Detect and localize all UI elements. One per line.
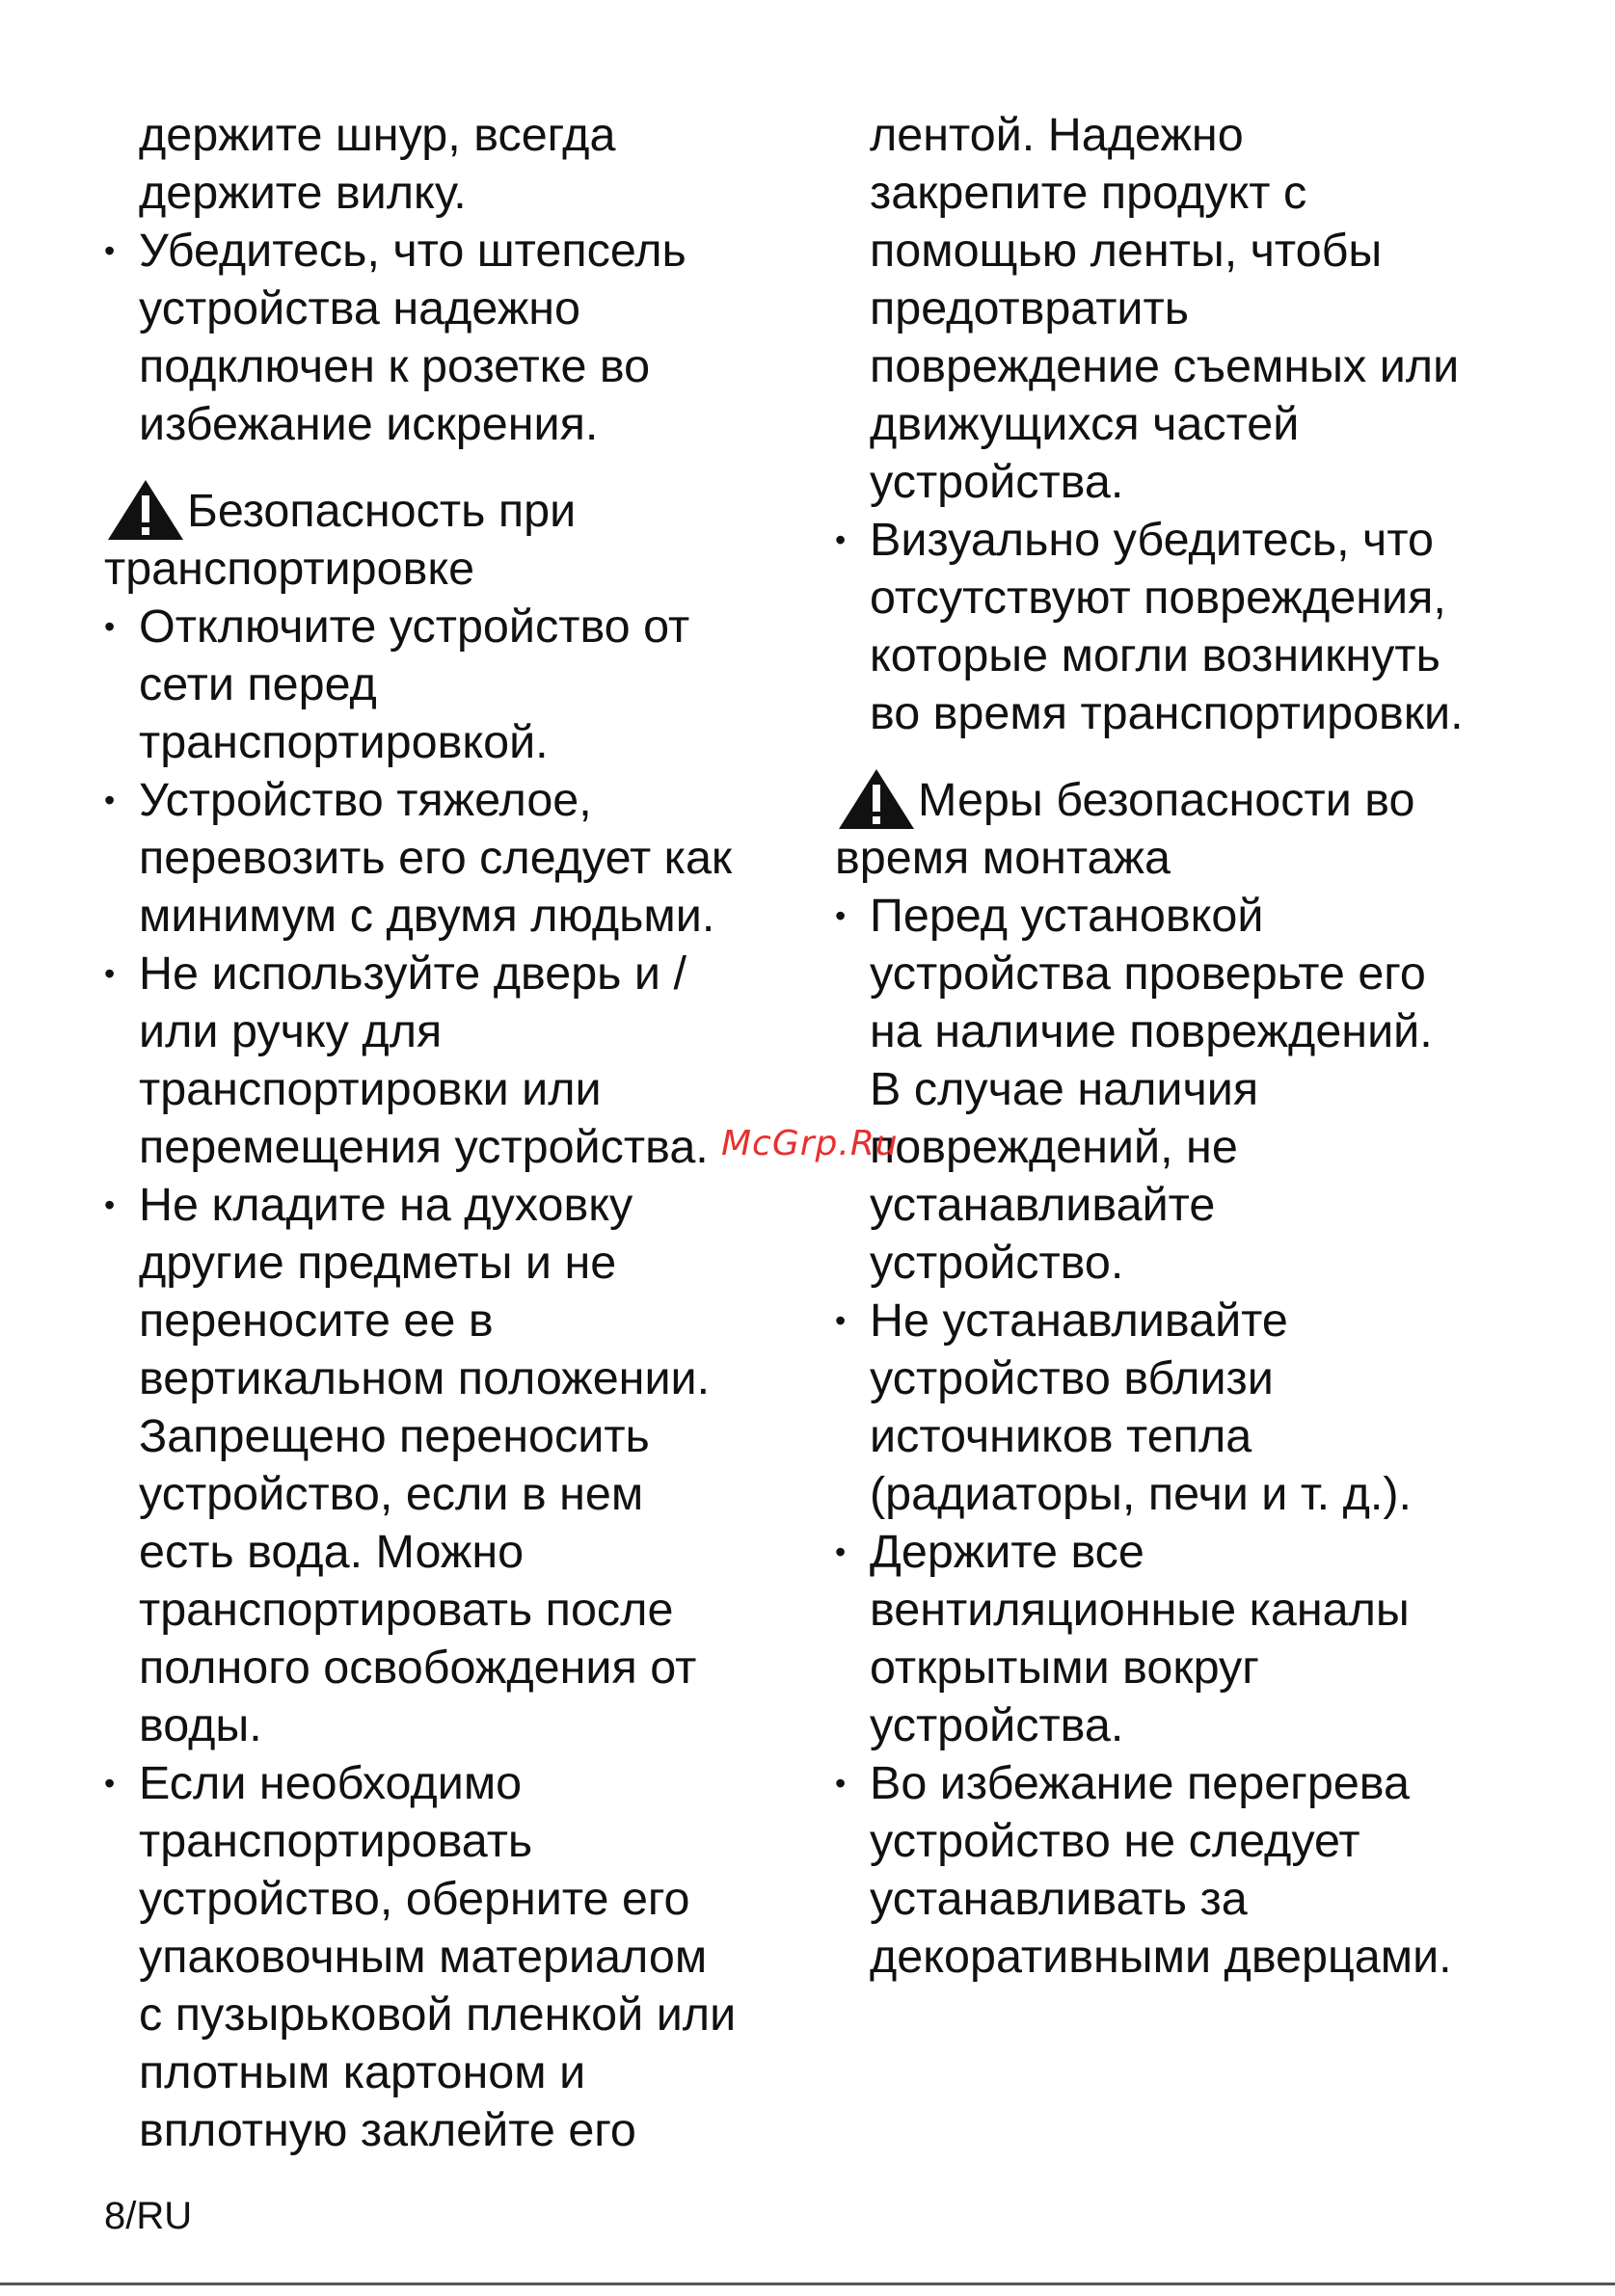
list-item [835,1523,1529,1754]
text-line: полного освобождения от [139,1642,697,1694]
text-line: транспортировать [139,1815,533,1867]
list-item [104,222,803,453]
list-item [835,1292,1529,1523]
text-line: движущихся частей [870,398,1300,450]
text-line: держите вилку. [139,167,467,219]
heading-line: время монтажа [835,832,1171,884]
list-item [104,1176,803,1754]
text-line: Во избежание перегрева [870,1757,1410,1809]
list-item [104,771,803,945]
text-line: плотным картоном и [139,2046,586,2098]
text-line: другие предметы и не [139,1237,617,1289]
list-item [835,511,1529,742]
page-number: 8/RU [104,2195,193,2237]
text-line: устройства. [870,1699,1124,1751]
text-line: устройство вблизи [870,1352,1274,1404]
text-line: Не используйте дверь и / [139,948,686,1000]
text-line: воды. [139,1699,262,1751]
text-line: декоративными дверцами. [870,1931,1452,1983]
section-heading-transport [104,472,803,598]
text-line: транспортировкой. [139,716,549,768]
watermark: McGrp.Ru [721,1124,899,1163]
bullet: • [104,783,116,817]
warning-icon [835,765,918,833]
list-item [104,945,803,1176]
text-line: повреждение съемных или [870,340,1460,392]
bullet: • [104,609,116,644]
list-item [835,1754,1529,1986]
text-line: Не устанавливайте [870,1295,1288,1347]
text-line: избежание искрения. [139,398,599,450]
text-line: (радиаторы, печи и т. д.). [870,1468,1413,1520]
text-line: упаковочным материалом [139,1931,708,1983]
bullet: • [104,1188,116,1222]
text-line: вплотную заклейте его [139,2104,636,2156]
text-line: открытыми вокруг [870,1642,1259,1694]
text-line: вертикальном положении. [139,1352,711,1404]
heading-line: Меры безопасности во [918,774,1415,826]
text-line: Не кладите на духовку [139,1179,633,1231]
warning-icon [104,476,187,544]
bullet: • [835,1303,847,1338]
text-line: есть вода. Можно [139,1526,525,1578]
text-line: на наличие повреждений. [870,1005,1433,1057]
text-line: устройства проверьте его [870,948,1426,1000]
continued-text [104,106,803,222]
text-line: помощью ленты, чтобы [870,225,1383,277]
text-line: Перед установкой [870,890,1264,942]
heading-line: транспортировке [104,543,475,595]
bullet: • [104,1766,116,1801]
text-line: Держите все [870,1526,1144,1578]
page-bottom-divider [0,2283,1615,2285]
text-line: во время транспортировки. [870,687,1464,739]
text-line: или ручку для [139,1005,443,1057]
list-item [104,598,803,771]
text-line: устройство, оберните его [139,1873,690,1925]
text-line: сети перед [139,658,377,710]
text-line: Отключите устройство от [139,601,690,653]
bullet: • [835,898,847,933]
text-line: переносите ее в [139,1295,494,1347]
text-line: Запрещено переносить [139,1410,650,1462]
text-line: держите шнур, всегда [139,109,616,161]
text-line: Устройство тяжелое, [139,774,592,826]
text-line: транспортировки или [139,1063,602,1115]
text-line: устанавливайте [870,1179,1216,1231]
text-line: источников тепла [870,1410,1252,1462]
text-line: Убедитесь, что штепсель [139,225,686,277]
text-line: устройства. [870,456,1124,508]
text-line: устройство, если в нем [139,1468,644,1520]
text-line: минимум с двумя людьми. [139,890,715,942]
text-line: которые могли возникнуть [870,629,1440,681]
bullet: • [835,522,847,557]
text-line: отсутствуют повреждения, [870,572,1446,624]
text-line: устройство. [870,1237,1124,1289]
section-heading-installation [835,761,1529,887]
text-line: с пузырьковой пленкой или [139,1989,737,2041]
text-line: лентой. Надежно [870,109,1244,161]
text-line: подключен к розетке во [139,340,651,392]
text-line: вентиляционные каналы [870,1584,1410,1636]
heading-line: Безопасность при [187,485,577,537]
text-line: устанавливать за [870,1873,1248,1925]
text-line: закрепите продукт с [870,167,1307,219]
continued-text [835,106,1529,511]
text-line: устройство не следует [870,1815,1360,1867]
right-column [835,106,1529,1986]
text-line: перемещения устройства. [139,1121,709,1173]
bullet: • [104,956,116,991]
text-line: Визуально убедитесь, что [870,514,1434,566]
text-line: устройства надежно [139,282,581,334]
list-item [104,1754,803,2159]
text-line: предотвратить [870,282,1189,334]
bullet: • [835,1535,847,1569]
text-line: перевозить его следует как [139,832,733,884]
text-line: В случае наличия [870,1063,1259,1115]
text-line: Если необходимо [139,1757,523,1809]
text-line: повреждений, не [870,1121,1238,1173]
list-item [835,887,1529,1292]
bullet: • [835,1766,847,1801]
left-column [104,106,803,2159]
text-line: транспортировать после [139,1584,674,1636]
bullet: • [104,233,116,268]
